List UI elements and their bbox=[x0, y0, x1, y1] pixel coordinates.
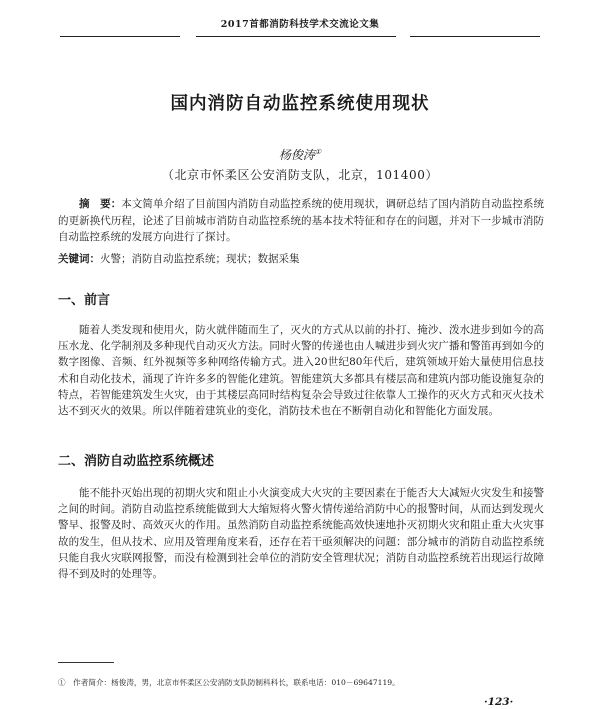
keywords-text: 火警；消防自动监控系统；现状；数据采集 bbox=[100, 253, 300, 265]
header-rule-right bbox=[410, 36, 540, 37]
keywords-label: 关键词： bbox=[58, 253, 100, 265]
section-heading-preface: 一、前言 bbox=[58, 293, 111, 308]
header-rule-center bbox=[196, 36, 396, 37]
header-rule-left bbox=[60, 36, 180, 37]
section-paragraph-overview: 能不能扑灭始出现的初期火灾和阻止小火演变成大火灾的主要因素在于能否大大减短火灾发生和接警之间的时间。消防自动监控系统能做到大大缩短将火警火情传递给消防中心的报警时间，从而达到发现火警早、报警及时、高效灭火的作用。虽然消防自动监控系统能高效快速地扑灭初期火灾和阻止重大火灾事故的发生，但从技术、应用及管理角度来看，还存在若干亟须解决的问题：部分城市的消防自动监控系统只能自我火灾联网报警，而没有检测到社会单位的消防安全管理状况；消防自动监控系统若出现运行故障得不到及时的处理等。 bbox=[58, 487, 544, 581]
author-line bbox=[0, 146, 600, 163]
footnote-rule bbox=[58, 662, 114, 663]
section-paragraph-preface: 随着人类发现和使用火，防火就伴随而生了，灭火的方式从以前的扑打、掩沙、泼水进步到如今的高压水龙、化学制剂及多种现代自动灭火方法。同时火警的传递也由人喊进步到火灾广播和警笛再到如今的数字图像、音频、红外视频等多种网络传输方式。进入20世纪80年代后，建筑领域开始大量使用信息技术和自动化技术，涌现了许许多多的智能化建筑。智能建筑大多都具有楼层高和建筑内部功能设施复杂的特点，若智能建筑发生火灾，由于其楼层高同时结构复杂会导致过往依靠人工操作的灭火方式和灭火技术达不到灭火的效果。所以伴随着建筑业的变化，消防技术也在不断朝自动化和智能化方面发展。 bbox=[58, 324, 544, 418]
author-note-mark: ① bbox=[314, 148, 322, 156]
author-name: 杨俊涛 bbox=[278, 148, 315, 162]
keywords bbox=[58, 251, 544, 267]
footnote: ① 作者简介：杨俊涛，男，北京市怀柔区公安消防支队防制科科长，联系电话：010－69647119。 bbox=[58, 678, 400, 687]
affiliation: （北京市怀柔区公安消防支队，北京，101400） bbox=[161, 168, 439, 182]
abstract bbox=[58, 196, 544, 246]
page-number: ·123· bbox=[484, 696, 514, 708]
section-heading-overview: 二、消防自动监控系统概述 bbox=[58, 454, 215, 469]
article-title: 国内消防自动监控系统使用现状 bbox=[170, 94, 430, 114]
abstract-label: 摘 要： bbox=[79, 198, 122, 210]
abstract-text: 本文简单介绍了目前国内消防自动监控系统的使用现状，调研总结了国内消防自动监控系统的更新换代历程，论述了目前城市消防自动监控系统的基本技术特征和存在的问题，并对下一步城市消防自动监控系统的发展方向进行了探讨。 bbox=[58, 198, 545, 243]
running-header: 2017首都消防科技学术交流论文集 bbox=[220, 19, 380, 30]
